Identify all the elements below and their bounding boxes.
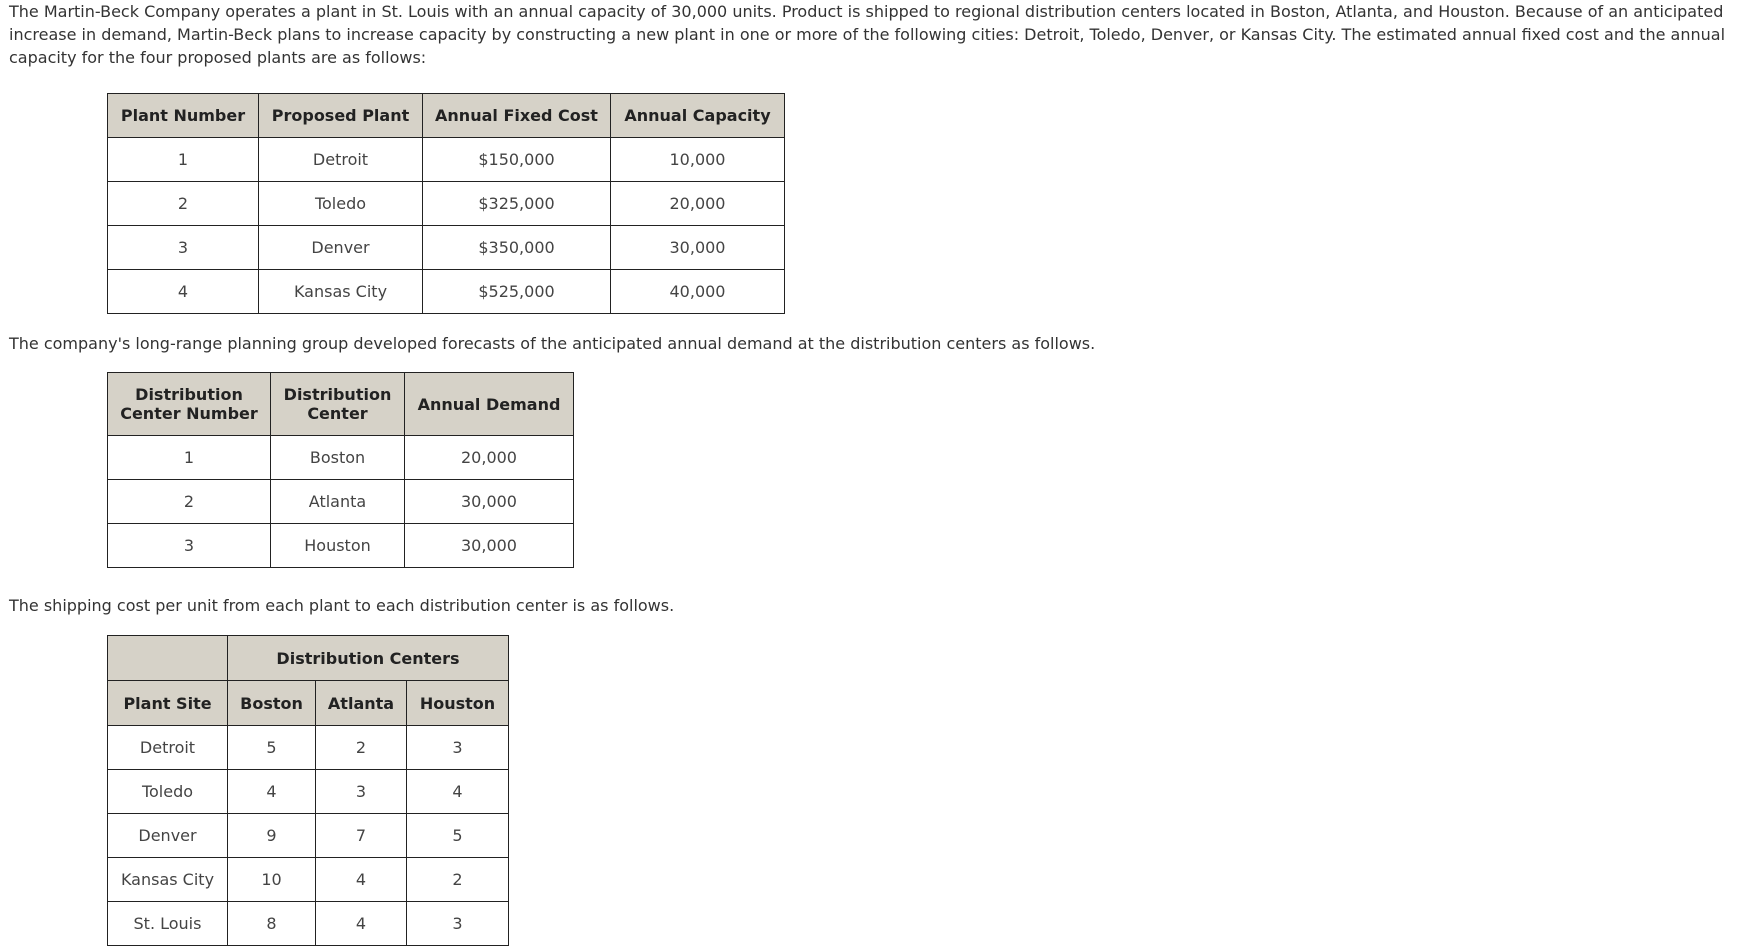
header-boston: Boston bbox=[228, 681, 316, 726]
header-annual-capacity: Annual Capacity bbox=[611, 94, 785, 138]
cell-capacity: 20,000 bbox=[611, 182, 785, 226]
table-row bbox=[108, 138, 785, 182]
cell-demand: 20,000 bbox=[405, 436, 574, 480]
header-plant-site: Plant Site bbox=[108, 681, 228, 726]
table-row bbox=[108, 226, 785, 270]
cell-cost-houston: 5 bbox=[407, 814, 509, 858]
cell-plant-site: Denver bbox=[108, 814, 228, 858]
cell-center-name: Houston bbox=[271, 524, 405, 568]
cell-cost-houston: 3 bbox=[407, 902, 509, 946]
cell-plant-number: 2 bbox=[108, 182, 259, 226]
table-header-row bbox=[108, 94, 785, 138]
cell-fixed-cost: $525,000 bbox=[423, 270, 611, 314]
cell-cost-boston: 10 bbox=[228, 858, 316, 902]
cell-cost-atlanta: 7 bbox=[316, 814, 407, 858]
table-row bbox=[108, 436, 574, 480]
cell-cost-boston: 8 bbox=[228, 902, 316, 946]
header-plant-number: Plant Number bbox=[108, 94, 259, 138]
cell-fixed-cost: $325,000 bbox=[423, 182, 611, 226]
cell-center-number: 2 bbox=[108, 480, 271, 524]
table-row bbox=[108, 182, 785, 226]
table-row bbox=[108, 902, 509, 946]
cell-cost-boston: 4 bbox=[228, 770, 316, 814]
cell-capacity: 30,000 bbox=[611, 226, 785, 270]
table-row bbox=[108, 524, 574, 568]
table-row bbox=[108, 480, 574, 524]
cell-plant-site: Toledo bbox=[108, 770, 228, 814]
cell-cost-houston: 4 bbox=[407, 770, 509, 814]
cell-plant-number: 1 bbox=[108, 138, 259, 182]
cell-center-name: Atlanta bbox=[271, 480, 405, 524]
table-row bbox=[108, 270, 785, 314]
cell-center-name: Boston bbox=[271, 436, 405, 480]
cell-capacity: 40,000 bbox=[611, 270, 785, 314]
cell-proposed-plant: Toledo bbox=[259, 182, 423, 226]
cell-proposed-plant: Kansas City bbox=[259, 270, 423, 314]
header-distribution-centers: Distribution Centers bbox=[228, 636, 509, 681]
header-blank-cell bbox=[108, 636, 228, 681]
cell-fixed-cost: $350,000 bbox=[423, 226, 611, 270]
header-distribution-center-number: Distribution Center Number bbox=[108, 373, 271, 436]
cell-cost-atlanta: 2 bbox=[316, 726, 407, 770]
cell-cost-atlanta: 4 bbox=[316, 858, 407, 902]
cell-fixed-cost: $150,000 bbox=[423, 138, 611, 182]
table-header-row bbox=[108, 373, 574, 436]
table-row bbox=[108, 858, 509, 902]
table-row bbox=[108, 770, 509, 814]
table-group-header-row bbox=[108, 636, 509, 681]
header-proposed-plant: Proposed Plant bbox=[259, 94, 423, 138]
table-row bbox=[108, 814, 509, 858]
cell-cost-boston: 9 bbox=[228, 814, 316, 858]
cell-center-number: 3 bbox=[108, 524, 271, 568]
header-annual-fixed-cost: Annual Fixed Cost bbox=[423, 94, 611, 138]
cell-demand: 30,000 bbox=[405, 524, 574, 568]
cell-cost-houston: 3 bbox=[407, 726, 509, 770]
shipping-cost-table bbox=[107, 635, 509, 946]
proposed-plants-table bbox=[107, 93, 785, 314]
cell-cost-houston: 2 bbox=[407, 858, 509, 902]
cell-proposed-plant: Detroit bbox=[259, 138, 423, 182]
shipping-paragraph: The shipping cost per unit from each plant to each distribution center is as follows. bbox=[9, 596, 675, 615]
intro-paragraph: The Martin-Beck Company operates a plant in St. Louis with an annual capacity of 30,000 units. Product is shipped to regional distribution centers located in Boston, Atlanta, and Houston. Because of an anticipated increase in demand, Martin-Beck plans to increase capacity by constructing a new plant in one or more of the following cities: Detroit, Toledo, Denver, or Kansas City. The estimated annual fixed cost and the annual capacity for the four proposed plants are as follows: bbox=[9, 2, 1726, 67]
header-atlanta: Atlanta bbox=[316, 681, 407, 726]
cell-proposed-plant: Denver bbox=[259, 226, 423, 270]
cell-capacity: 10,000 bbox=[611, 138, 785, 182]
table-header-row bbox=[108, 681, 509, 726]
header-houston: Houston bbox=[407, 681, 509, 726]
cell-plant-number: 4 bbox=[108, 270, 259, 314]
cell-cost-atlanta: 4 bbox=[316, 902, 407, 946]
demand-paragraph: The company's long-range planning group developed forecasts of the anticipated annual demand at the distribution centers as follows. bbox=[9, 334, 1096, 353]
header-annual-demand: Annual Demand bbox=[405, 373, 574, 436]
cell-demand: 30,000 bbox=[405, 480, 574, 524]
header-distribution-center: Distribution Center bbox=[271, 373, 405, 436]
annual-demand-table bbox=[107, 372, 574, 568]
cell-cost-atlanta: 3 bbox=[316, 770, 407, 814]
cell-center-number: 1 bbox=[108, 436, 271, 480]
cell-plant-site: Detroit bbox=[108, 726, 228, 770]
cell-plant-site: Kansas City bbox=[108, 858, 228, 902]
cell-cost-boston: 5 bbox=[228, 726, 316, 770]
table-row bbox=[108, 726, 509, 770]
cell-plant-site: St. Louis bbox=[108, 902, 228, 946]
cell-plant-number: 3 bbox=[108, 226, 259, 270]
